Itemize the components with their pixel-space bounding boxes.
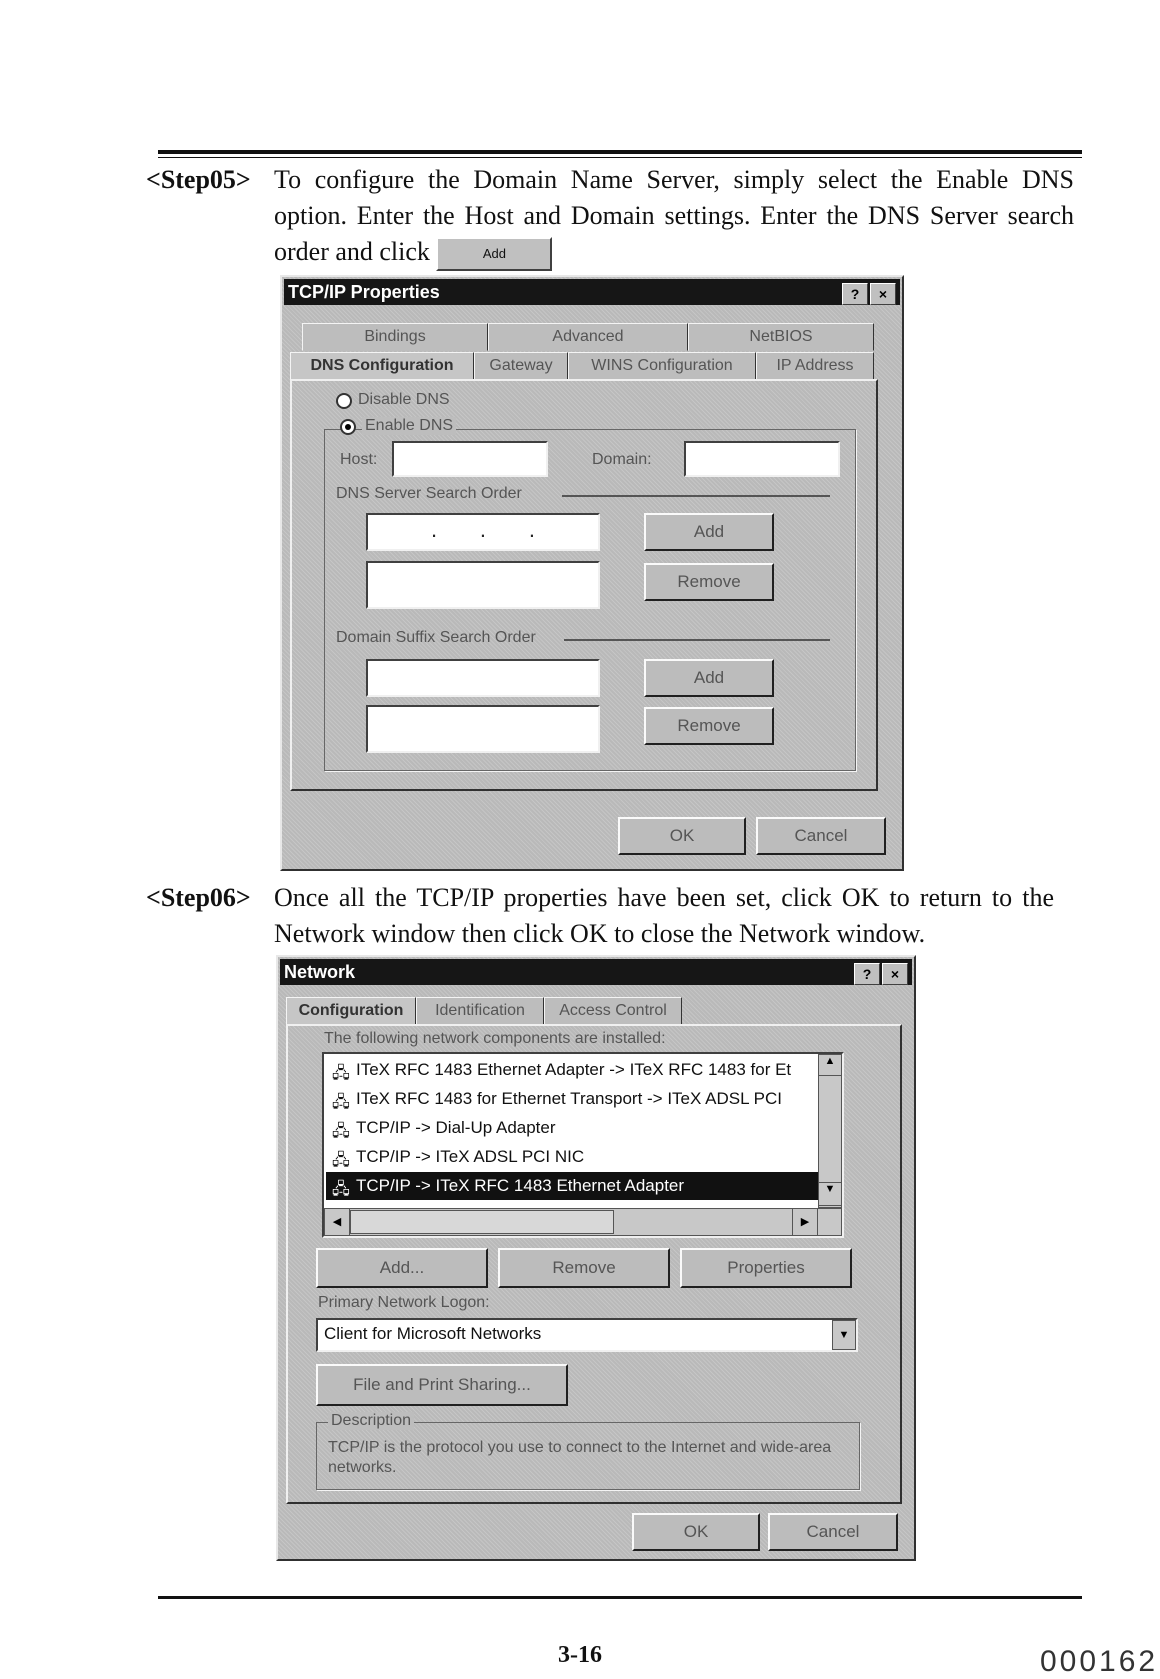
list-item-label: TCP/IP -> Dial-Up Adapter xyxy=(356,1118,556,1137)
tab-configuration[interactable]: Configuration xyxy=(286,997,416,1025)
dns-ip-input[interactable] xyxy=(366,513,600,551)
inline-add-button: Add xyxy=(436,237,552,271)
file-print-sharing-button[interactable]: File and Print Sharing... xyxy=(316,1364,568,1406)
close-title-button[interactable]: × xyxy=(882,963,908,985)
list-item-label: TCP/IP -> ITeX RFC 1483 Ethernet Adapter xyxy=(356,1176,685,1195)
remove-component-button[interactable]: Remove xyxy=(498,1248,670,1288)
step06-label: <Step06> xyxy=(146,883,251,912)
network-title: Network xyxy=(284,962,356,982)
top-rule-thin xyxy=(158,157,1082,158)
network-component-icon: 🖧 xyxy=(332,1123,350,1140)
scroll-left-arrow-icon[interactable]: ◀ xyxy=(324,1208,350,1236)
tab-identification[interactable]: Identification xyxy=(416,997,544,1025)
step06-block xyxy=(146,880,1082,954)
enable-dns-radio-dot xyxy=(345,424,351,430)
tab-advanced[interactable]: Advanced xyxy=(488,323,688,351)
page-stamp: 000162 xyxy=(1040,1645,1159,1678)
host-label: Host: xyxy=(340,451,378,468)
tcpip-titlebar xyxy=(284,279,900,305)
installed-components-label: The following network components are installed: xyxy=(324,1030,666,1047)
network-component-icon: 🖧 xyxy=(332,1181,350,1198)
tab-ip-address[interactable]: IP Address xyxy=(756,352,874,380)
network-dialog xyxy=(276,955,916,1561)
primary-logon-select[interactable] xyxy=(316,1318,858,1352)
list-item-label: ITeX RFC 1483 Ethernet Adapter -> ITeX RFC 1483 for Et xyxy=(356,1060,792,1079)
step05-text xyxy=(274,162,1074,271)
step06-text: Once all the TCP/IP properties have been set, click OK to return to the Network window then click OK to close the Network window. xyxy=(274,883,1054,948)
domain-suffix-label: Domain Suffix Search Order xyxy=(336,629,536,646)
dns-server-search-order-label: DNS Server Search Order xyxy=(336,485,522,502)
scroll-thumb[interactable] xyxy=(350,1210,614,1234)
tcpip-cancel-button[interactable]: Cancel xyxy=(756,817,886,855)
domain-input[interactable] xyxy=(684,441,840,477)
tcpip-properties-dialog xyxy=(280,275,904,871)
scroll-up-arrow-icon[interactable]: ▲ xyxy=(818,1054,842,1076)
dns-remove-button[interactable]: Remove xyxy=(644,563,774,601)
host-input[interactable] xyxy=(392,441,548,477)
dns-server-list[interactable] xyxy=(366,561,600,609)
list-item-selected[interactable] xyxy=(326,1172,842,1200)
description-text: TCP/IP is the protocol you use to connect to the Internet and wide-area networks. xyxy=(328,1439,832,1476)
description-label: Description xyxy=(328,1412,414,1430)
list-item[interactable] xyxy=(326,1143,842,1171)
close-title-button[interactable]: × xyxy=(870,283,896,305)
properties-button[interactable]: Properties xyxy=(680,1248,852,1288)
suffix-add-button[interactable]: Add xyxy=(644,659,774,697)
list-item[interactable] xyxy=(326,1085,842,1113)
domain-label: Domain: xyxy=(592,451,652,468)
step05-block xyxy=(146,162,1082,272)
disable-dns-label: Disable DNS xyxy=(358,391,450,408)
top-rule xyxy=(158,150,1082,154)
help-title-button[interactable]: ? xyxy=(842,283,868,305)
dns-server-divider xyxy=(562,495,830,497)
list-item-label: ITeX RFC 1483 for Ethernet Transport -> ITeX ADSL PCI xyxy=(356,1089,782,1108)
enable-dns-radio[interactable] xyxy=(340,419,356,435)
components-list[interactable] xyxy=(322,1052,844,1238)
scroll-down-arrow-icon[interactable]: ▼ xyxy=(818,1182,842,1206)
network-titlebar xyxy=(280,959,912,985)
domain-suffix-divider xyxy=(564,639,830,641)
tab-wins-configuration[interactable]: WINS Configuration xyxy=(568,352,756,380)
configuration-panel xyxy=(286,1024,902,1504)
bottom-rule xyxy=(158,1596,1082,1599)
primary-logon-value: Client for Microsoft Networks xyxy=(324,1324,542,1343)
help-title-button[interactable]: ? xyxy=(854,963,880,985)
tab-bindings[interactable]: Bindings xyxy=(302,323,488,351)
network-component-icon: 🖧 xyxy=(332,1152,350,1169)
chevron-down-icon[interactable]: ▼ xyxy=(832,1320,856,1350)
tab-access-control[interactable]: Access Control xyxy=(544,997,682,1025)
network-cancel-button[interactable]: Cancel xyxy=(768,1513,898,1551)
dns-add-button[interactable]: Add xyxy=(644,513,774,551)
page-number: 3-16 xyxy=(558,1642,602,1668)
step05-label: <Step05> xyxy=(146,165,251,194)
tab-gateway[interactable]: Gateway xyxy=(474,352,568,380)
add-component-button[interactable]: Add... xyxy=(316,1248,488,1288)
network-ok-button[interactable]: OK xyxy=(632,1513,760,1551)
domain-suffix-input[interactable] xyxy=(366,659,600,697)
tcpip-ok-button[interactable]: OK xyxy=(618,817,746,855)
network-component-icon: 🖧 xyxy=(332,1094,350,1111)
list-item[interactable] xyxy=(326,1114,842,1142)
network-component-icon: 🖧 xyxy=(332,1065,350,1082)
domain-suffix-list[interactable] xyxy=(366,705,600,753)
tcpip-title: TCP/IP Properties xyxy=(288,282,440,302)
dns-panel xyxy=(290,379,878,791)
dns-ip-value: . . . xyxy=(431,517,535,542)
step05-body: To configure the Domain Name Server, simply select the Enable DNS option. Enter the Host and Domain settings. Enter the DNS Server search order and click xyxy=(274,165,1074,266)
scroll-right-arrow-icon[interactable]: ▶ xyxy=(792,1208,818,1236)
suffix-remove-button[interactable]: Remove xyxy=(644,707,774,745)
tab-netbios[interactable]: NetBIOS xyxy=(688,323,874,351)
list-item[interactable] xyxy=(326,1056,842,1084)
list-item-label: TCP/IP -> ITeX ADSL PCI NIC xyxy=(356,1147,585,1166)
tab-dns-configuration[interactable]: DNS Configuration xyxy=(290,352,474,380)
primary-logon-label: Primary Network Logon: xyxy=(318,1294,490,1311)
enable-dns-label: Enable DNS xyxy=(362,417,456,435)
disable-dns-radio[interactable] xyxy=(336,393,352,409)
